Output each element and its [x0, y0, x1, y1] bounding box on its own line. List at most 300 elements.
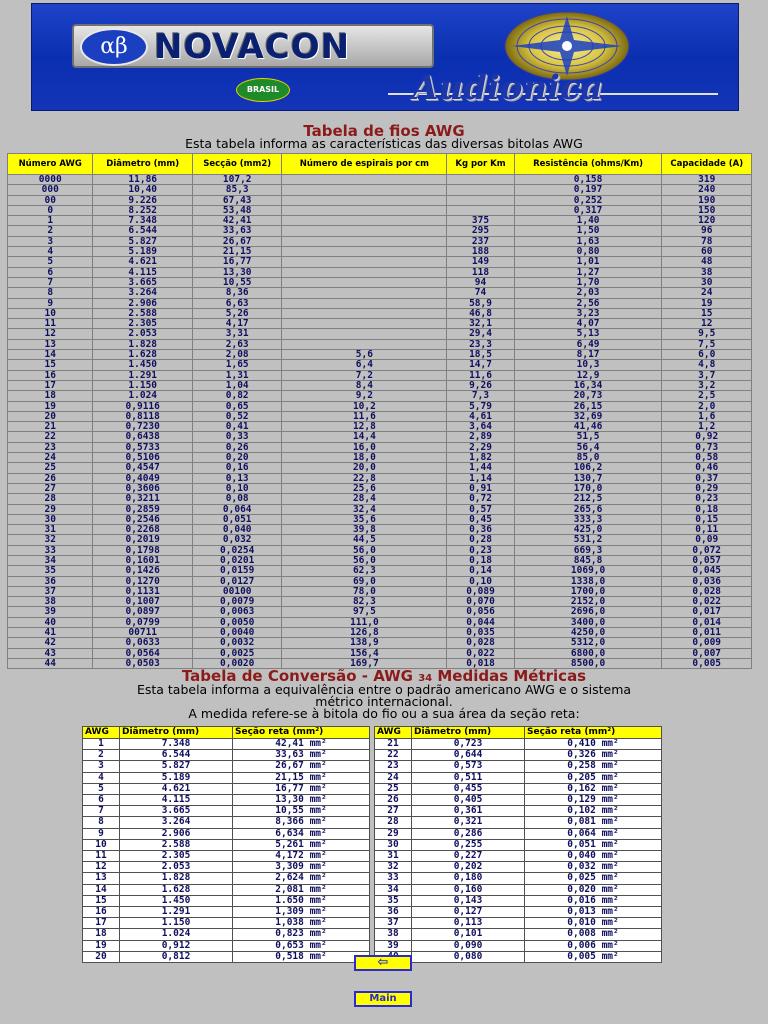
- cell-turns: 12,8: [282, 422, 446, 431]
- conv-cell-diameter: 0,202: [412, 862, 524, 872]
- cell-weight: 0,23: [447, 546, 513, 555]
- cell-capacity: 3,2: [662, 381, 751, 390]
- cell-turns: 6,4: [282, 360, 446, 369]
- cell-weight: 32,1: [447, 319, 513, 328]
- cell-capacity: 0,017: [662, 607, 751, 616]
- cell-resistance: 1,70: [515, 278, 662, 287]
- cell-turns: [282, 340, 446, 349]
- cell-weight: 0,91: [447, 484, 513, 493]
- awg-table-row: [8, 566, 751, 575]
- conv-cell-section: 1,038 mm²: [233, 918, 369, 928]
- conv-cell-diameter: 0,127: [412, 907, 524, 917]
- conv-cell-awg: 18: [83, 929, 119, 939]
- conv-cell-awg: 30: [375, 840, 411, 850]
- cell-turns: 28,4: [282, 494, 446, 503]
- cell-awg: 30: [8, 515, 92, 524]
- cell-section: 0,0127: [193, 577, 281, 586]
- cell-diameter: 0,1007: [93, 597, 192, 606]
- conversion-row: [375, 773, 661, 783]
- awg-table-row: [8, 381, 751, 390]
- cell-resistance: 845,8: [515, 556, 662, 565]
- awg-table-row: [8, 340, 751, 349]
- conv-cell-section: 2,081 mm²: [233, 885, 369, 895]
- cell-weight: 23,3: [447, 340, 513, 349]
- cell-awg: 10: [8, 309, 92, 318]
- cell-awg: 25: [8, 463, 92, 472]
- cell-capacity: 0,46: [662, 463, 751, 472]
- conversion-row: [375, 929, 661, 939]
- cell-capacity: 7,5: [662, 340, 751, 349]
- conv-cell-diameter: 0,113: [412, 918, 524, 928]
- cell-section: 10,55: [193, 278, 281, 287]
- conv-cell-section: 1,309 mm²: [233, 907, 369, 917]
- conversion-row: [375, 840, 661, 850]
- cell-capacity: 60: [662, 247, 751, 256]
- cell-weight: 2,29: [447, 443, 513, 452]
- conv-cell-diameter: 2.053: [120, 862, 232, 872]
- conv-cell-section: 0,006 mm²: [525, 941, 661, 951]
- cell-resistance: 10,3: [515, 360, 662, 369]
- cell-diameter: 0,1798: [93, 546, 192, 555]
- awg-table-row: [8, 628, 751, 637]
- conversion-row: [375, 952, 661, 962]
- cell-capacity: 78: [662, 237, 751, 246]
- conv-cell-awg: 39: [375, 941, 411, 951]
- conv-cell-diameter: 0,080: [412, 952, 524, 962]
- conv-cell-diameter: 2.906: [120, 829, 232, 839]
- cell-awg: 16: [8, 371, 92, 380]
- conv-cell-awg: 19: [83, 941, 119, 951]
- awg-table-row: [8, 474, 751, 483]
- main-button[interactable]: [354, 991, 412, 1007]
- cell-section: 0,0159: [193, 566, 281, 575]
- cell-weight: 0,36: [447, 525, 513, 534]
- cell-awg: 6: [8, 268, 92, 277]
- conv-cell-diameter: 0,090: [412, 941, 524, 951]
- conv-cell-section: 0,008 mm²: [525, 929, 661, 939]
- cell-diameter: 3.665: [93, 278, 192, 287]
- cell-turns: 22,8: [282, 474, 446, 483]
- cell-resistance: 212,5: [515, 494, 662, 503]
- cell-resistance: 12,9: [515, 371, 662, 380]
- cell-section: 0,65: [193, 402, 281, 411]
- conversion-row: [83, 862, 369, 872]
- cell-weight: 3,64: [447, 422, 513, 431]
- awg-table-row: [8, 237, 751, 246]
- col-header-section: Secção (mm2): [193, 154, 281, 174]
- conv-right-header-diameter: Diâmetro (mm): [412, 727, 524, 738]
- conv-cell-diameter: 0,227: [412, 851, 524, 861]
- cell-awg: 37: [8, 587, 92, 596]
- conv-cell-awg: 6: [83, 795, 119, 805]
- back-button[interactable]: [354, 955, 412, 971]
- conv-cell-awg: 16: [83, 907, 119, 917]
- awg-table-row: [8, 350, 751, 359]
- conv-cell-section: 6,634 mm²: [233, 829, 369, 839]
- cell-weight: 1,44: [447, 463, 513, 472]
- cell-resistance: 1338,0: [515, 577, 662, 586]
- cell-turns: [282, 257, 446, 266]
- cell-resistance: 6,49: [515, 340, 662, 349]
- cell-turns: 11,6: [282, 412, 446, 421]
- cell-section: 0,0079: [193, 597, 281, 606]
- cell-turns: 39,8: [282, 525, 446, 534]
- conv-cell-section: 10,55 mm²: [233, 806, 369, 816]
- cell-diameter: 0,0633: [93, 638, 192, 647]
- conv-cell-diameter: 0,912: [120, 941, 232, 951]
- conv-cell-section: 13,30 mm²: [233, 795, 369, 805]
- cell-weight: 74: [447, 288, 513, 297]
- cell-capacity: 319: [662, 175, 751, 184]
- back-arrow-icon: ⇦: [377, 955, 389, 970]
- cell-resistance: 41,46: [515, 422, 662, 431]
- conv-cell-awg: 23: [375, 761, 411, 771]
- conversion-table-right-header: [375, 727, 661, 738]
- cell-diameter: 0,9116: [93, 402, 192, 411]
- cell-section: 0,0025: [193, 649, 281, 658]
- cell-resistance: 3400,0: [515, 618, 662, 627]
- cell-resistance: 2,03: [515, 288, 662, 297]
- cell-section: 85,3: [193, 185, 281, 194]
- cell-resistance: 2152,0: [515, 597, 662, 606]
- awg-table-row: [8, 247, 751, 256]
- cell-diameter: 1.024: [93, 391, 192, 400]
- cell-awg: 23: [8, 443, 92, 452]
- section2-description-2: métrico internacional.: [315, 694, 453, 709]
- cell-turns: 16,0: [282, 443, 446, 452]
- cell-weight: 0,10: [447, 577, 513, 586]
- conversion-table-right: [374, 726, 662, 963]
- conv-cell-diameter: 0,255: [412, 840, 524, 850]
- cell-awg: 32: [8, 535, 92, 544]
- cell-section: 0,0063: [193, 607, 281, 616]
- cell-turns: 8,4: [282, 381, 446, 390]
- cell-section: 0,82: [193, 391, 281, 400]
- cell-capacity: 0,036: [662, 577, 751, 586]
- cell-resistance: 4250,0: [515, 628, 662, 637]
- cell-diameter: 0,2859: [93, 505, 192, 514]
- cell-diameter: 1.828: [93, 340, 192, 349]
- cell-weight: 9,26: [447, 381, 513, 390]
- cell-capacity: 0,37: [662, 474, 751, 483]
- conversion-row: [375, 761, 661, 771]
- cell-diameter: 0,6438: [93, 432, 192, 441]
- cell-section: 0,0050: [193, 618, 281, 627]
- cell-diameter: 2.588: [93, 309, 192, 318]
- conv-cell-section: 0,205 mm²: [525, 773, 661, 783]
- conversion-row: [83, 806, 369, 816]
- cell-turns: 7,2: [282, 371, 446, 380]
- cell-capacity: 190: [662, 196, 751, 205]
- cell-resistance: 16,34: [515, 381, 662, 390]
- cell-diameter: 5.189: [93, 247, 192, 256]
- conv-cell-awg: 12: [83, 862, 119, 872]
- conv-cell-section: 1.650 mm²: [233, 896, 369, 906]
- conversion-row: [83, 795, 369, 805]
- conv-cell-diameter: 0,286: [412, 829, 524, 839]
- awg-table-row: [8, 525, 751, 534]
- conversion-row: [83, 739, 369, 749]
- cell-turns: [282, 247, 446, 256]
- cell-section: 26,67: [193, 237, 281, 246]
- conv-cell-section: 16,77 mm²: [233, 784, 369, 794]
- cell-awg: 14: [8, 350, 92, 359]
- cell-resistance: 531,2: [515, 535, 662, 544]
- conv-cell-section: 0,032 mm²: [525, 862, 661, 872]
- cell-turns: 18,0: [282, 453, 446, 462]
- conv-cell-awg: 35: [375, 896, 411, 906]
- conversion-row: [83, 941, 369, 951]
- conv-cell-section: 0,102 mm²: [525, 806, 661, 816]
- conv-cell-awg: 24: [375, 773, 411, 783]
- cell-section: 0,52: [193, 412, 281, 421]
- cell-diameter: 6.544: [93, 226, 192, 235]
- cell-turns: 138,9: [282, 638, 446, 647]
- cell-weight: [447, 185, 513, 194]
- cell-turns: 62,3: [282, 566, 446, 575]
- cell-awg: 5: [8, 257, 92, 266]
- awg-table-row: [8, 546, 751, 555]
- conv-cell-awg: 13: [83, 873, 119, 883]
- conv-cell-diameter: 1.291: [120, 907, 232, 917]
- cell-capacity: 4,8: [662, 360, 751, 369]
- cell-diameter: 00711: [93, 628, 192, 637]
- cell-section: 2,08: [193, 350, 281, 359]
- cell-section: 0,0040: [193, 628, 281, 637]
- cell-diameter: 0,0564: [93, 649, 192, 658]
- cell-awg: 12: [8, 329, 92, 338]
- cell-capacity: 0,028: [662, 587, 751, 596]
- cell-weight: 0,57: [447, 505, 513, 514]
- cell-resistance: 265,6: [515, 505, 662, 514]
- awg-table-row: [8, 196, 751, 205]
- conversion-row: [375, 941, 661, 951]
- conv-cell-diameter: 4.621: [120, 784, 232, 794]
- cell-resistance: 0,252: [515, 196, 662, 205]
- conv-cell-diameter: 0,143: [412, 896, 524, 906]
- cell-turns: 32,4: [282, 505, 446, 514]
- cell-turns: 5,6: [282, 350, 446, 359]
- cell-resistance: 6800,0: [515, 649, 662, 658]
- conversion-row: [83, 773, 369, 783]
- cell-capacity: 15: [662, 309, 751, 318]
- cell-section: 1,04: [193, 381, 281, 390]
- cell-weight: 0,18: [447, 556, 513, 565]
- cell-weight: [447, 196, 513, 205]
- cell-turns: 25,6: [282, 484, 446, 493]
- cell-capacity: 24: [662, 288, 751, 297]
- conv-cell-awg: 5: [83, 784, 119, 794]
- cell-diameter: 0,0503: [93, 659, 192, 668]
- conversion-row: [375, 896, 661, 906]
- cell-weight: 188: [447, 247, 513, 256]
- col-header-resistance: Resistência (ohms/Km): [515, 154, 662, 174]
- cell-section: 0,33: [193, 432, 281, 441]
- cell-diameter: 0,5733: [93, 443, 192, 452]
- conv-cell-section: 0,326 mm²: [525, 750, 661, 760]
- cell-awg: 8: [8, 288, 92, 297]
- conv-cell-diameter: 7.348: [120, 739, 232, 749]
- cell-diameter: 0,0897: [93, 607, 192, 616]
- cell-awg: 27: [8, 484, 92, 493]
- conv-cell-diameter: 0,812: [120, 952, 232, 962]
- cell-diameter: 1.450: [93, 360, 192, 369]
- cell-diameter: 0,8118: [93, 412, 192, 421]
- awg-table-row: [8, 443, 751, 452]
- cell-turns: 35,6: [282, 515, 446, 524]
- conversion-row: [83, 761, 369, 771]
- cell-resistance: 8500,0: [515, 659, 662, 668]
- awg-table-row: [8, 618, 751, 627]
- cell-turns: 126,8: [282, 628, 446, 637]
- cell-resistance: 8,17: [515, 350, 662, 359]
- cell-diameter: 5.827: [93, 237, 192, 246]
- cell-turns: 10,2: [282, 402, 446, 411]
- cell-section: 21,15: [193, 247, 281, 256]
- cell-section: 5,26: [193, 309, 281, 318]
- conversion-row: [83, 750, 369, 760]
- cell-weight: 2,89: [447, 432, 513, 441]
- cell-capacity: 120: [662, 216, 751, 225]
- cell-weight: 58,9: [447, 299, 513, 308]
- conv-cell-diameter: 0,723: [412, 739, 524, 749]
- conv-cell-awg: 31: [375, 851, 411, 861]
- cell-weight: 11,6: [447, 371, 513, 380]
- cell-capacity: 0,057: [662, 556, 751, 565]
- novacon-logo: [72, 24, 434, 68]
- cell-section: 0,032: [193, 535, 281, 544]
- cell-capacity: 0,18: [662, 505, 751, 514]
- conv-cell-awg: 17: [83, 918, 119, 928]
- conv-cell-diameter: 0,160: [412, 885, 524, 895]
- conv-cell-section: 5,261 mm²: [233, 840, 369, 850]
- conv-cell-awg: 36: [375, 907, 411, 917]
- cell-resistance: 51,5: [515, 432, 662, 441]
- conversion-row: [83, 873, 369, 883]
- cell-diameter: 2.053: [93, 329, 192, 338]
- cell-awg: 0: [8, 206, 92, 215]
- cell-capacity: 0,58: [662, 453, 751, 462]
- cell-resistance: 669,3: [515, 546, 662, 555]
- cell-weight: 0,028: [447, 638, 513, 647]
- awg-table-row: [8, 402, 751, 411]
- conv-cell-awg: 28: [375, 817, 411, 827]
- cell-awg: 22: [8, 432, 92, 441]
- awg-table-row: [8, 505, 751, 514]
- cell-capacity: 240: [662, 185, 751, 194]
- conv-cell-section: 0,013 mm²: [525, 907, 661, 917]
- conv-cell-section: 33,63 mm²: [233, 750, 369, 760]
- conv-cell-awg: 37: [375, 918, 411, 928]
- cell-diameter: 0,4547: [93, 463, 192, 472]
- conv-cell-awg: 27: [375, 806, 411, 816]
- conv-cell-awg: 1: [83, 739, 119, 749]
- cell-section: 0,10: [193, 484, 281, 493]
- cell-awg: 2: [8, 226, 92, 235]
- cell-weight: 7,3: [447, 391, 513, 400]
- conv-cell-awg: 15: [83, 896, 119, 906]
- awg-table-row: [8, 391, 751, 400]
- conv-right-header-section: Seção reta (mm²): [525, 727, 661, 738]
- cell-awg: 9: [8, 299, 92, 308]
- cell-weight: 0,018: [447, 659, 513, 668]
- cell-turns: [282, 226, 446, 235]
- cell-weight: 0,28: [447, 535, 513, 544]
- awg-table-row: [8, 319, 751, 328]
- cell-section: 00100: [193, 587, 281, 596]
- logo-emblem-icon: αβ: [80, 28, 148, 66]
- conv-cell-diameter: 2.305: [120, 851, 232, 861]
- cell-diameter: 0,1270: [93, 577, 192, 586]
- cell-diameter: 0,1131: [93, 587, 192, 596]
- conversion-row: [83, 885, 369, 895]
- brasil-flag-badge: [236, 78, 290, 102]
- awg-table-row: [8, 226, 751, 235]
- conversion-row: [83, 896, 369, 906]
- cell-resistance: 85,0: [515, 453, 662, 462]
- conv-cell-diameter: 1.024: [120, 929, 232, 939]
- section2-title-small: 34: [418, 673, 433, 684]
- awg-table-row: [8, 515, 751, 524]
- conversion-row: [83, 907, 369, 917]
- conv-cell-diameter: 1.628: [120, 885, 232, 895]
- awg-table-row: [8, 412, 751, 421]
- cell-diameter: 0,3211: [93, 494, 192, 503]
- cell-diameter: 2.906: [93, 299, 192, 308]
- cell-capacity: 150: [662, 206, 751, 215]
- awg-table-row: [8, 556, 751, 565]
- cell-turns: [282, 237, 446, 246]
- cell-diameter: 0,1601: [93, 556, 192, 565]
- conversion-row: [375, 873, 661, 883]
- cell-diameter: 4.621: [93, 257, 192, 266]
- cell-awg: 11: [8, 319, 92, 328]
- awg-table-row: [8, 257, 751, 266]
- conv-cell-awg: 22: [375, 750, 411, 760]
- cell-section: 13,30: [193, 268, 281, 277]
- conv-cell-section: 0,258 mm²: [525, 761, 661, 771]
- cell-diameter: 9.226: [93, 196, 192, 205]
- cell-weight: 0,044: [447, 618, 513, 627]
- cell-weight: 29,4: [447, 329, 513, 338]
- section1-title: Tabela de fios AWG: [303, 122, 465, 140]
- cell-section: 0,20: [193, 453, 281, 462]
- conv-cell-section: 0,518 mm²: [233, 952, 369, 962]
- cell-resistance: 130,7: [515, 474, 662, 483]
- cell-turns: [282, 278, 446, 287]
- cell-capacity: 0,23: [662, 494, 751, 503]
- cell-capacity: 0,072: [662, 546, 751, 555]
- cell-capacity: 1,6: [662, 412, 751, 421]
- cell-capacity: 30: [662, 278, 751, 287]
- cell-weight: 5,79: [447, 402, 513, 411]
- conv-right-header-awg: AWG: [375, 727, 411, 738]
- cell-resistance: 32,69: [515, 412, 662, 421]
- conv-cell-diameter: 0,361: [412, 806, 524, 816]
- cell-section: 3,31: [193, 329, 281, 338]
- conv-cell-diameter: 3.665: [120, 806, 232, 816]
- cell-awg: 29: [8, 505, 92, 514]
- cell-resistance: 20,73: [515, 391, 662, 400]
- cell-resistance: 3,23: [515, 309, 662, 318]
- cell-turns: 20,0: [282, 463, 446, 472]
- conversion-row: [83, 829, 369, 839]
- cell-diameter: 11,86: [93, 175, 192, 184]
- cell-weight: 1,82: [447, 453, 513, 462]
- cell-section: 0,13: [193, 474, 281, 483]
- conv-cell-section: 0,040 mm²: [525, 851, 661, 861]
- awg-table-row: [8, 309, 751, 318]
